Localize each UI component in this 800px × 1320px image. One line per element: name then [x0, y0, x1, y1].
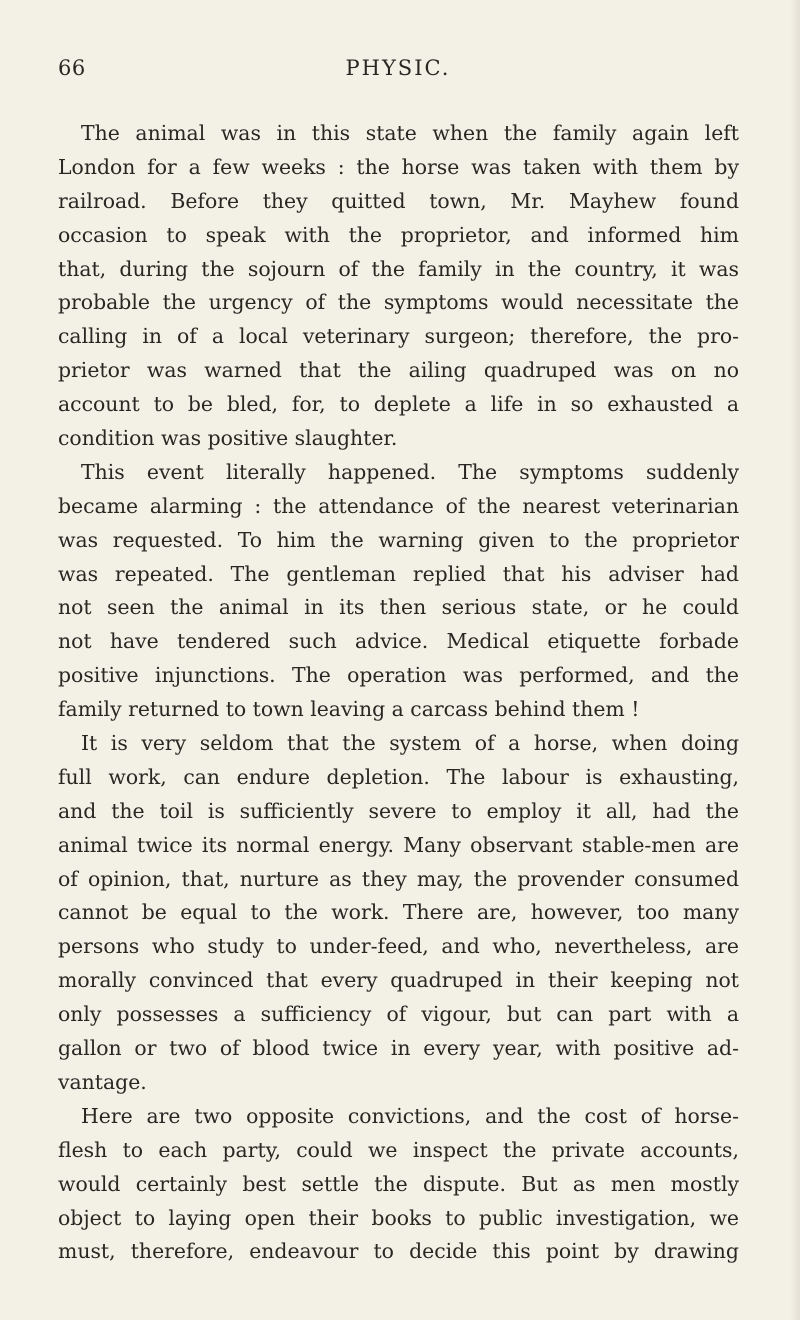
page-edge-shadow	[790, 0, 800, 1320]
text-line: It is very seldom that the system of a horse, when doing	[81, 731, 739, 756]
text-line: animal twice its normal energy. Many observant stable-men are	[58, 832, 739, 857]
text-line: full work, can endure depletion. The labour is exhausting,	[58, 764, 739, 789]
text-line: object to laying open their books to public investigation, we	[58, 1205, 739, 1230]
text-line: probable the urgency of the symptoms would necessitate the	[58, 290, 739, 315]
text-line: was repeated. The gentleman replied that his adviser had	[58, 561, 739, 586]
running-title: PHYSIC.	[345, 56, 451, 80]
text-line: gallon or two of blood twice in every year, with positive ad-	[58, 1036, 739, 1061]
text-line: flesh to each party, could we inspect the private accounts,	[58, 1137, 739, 1162]
text-line: account to be bled, for, to deplete a life in so exhausted a	[58, 392, 739, 417]
body-text	[58, 117, 739, 1269]
text-line: condition was positive slaughter.	[58, 426, 398, 451]
text-line: not seen the animal in its then serious state, or he could	[58, 595, 739, 620]
text-line: calling in of a local veterinary surgeon; therefore, the pro-	[58, 324, 739, 349]
page-number: 66	[58, 56, 86, 80]
text-line: railroad. Before they quitted town, Mr. Mayhew found	[58, 188, 739, 213]
text-line: that, during the sojourn of the family in the country, it was	[58, 256, 739, 281]
text-line: was requested. To him the warning given to the proprietor	[58, 527, 739, 552]
text-line: vantage.	[58, 1069, 147, 1094]
text-line: family returned to town leaving a carcass behind them !	[58, 697, 640, 722]
text-line: and the toil is sufficiently severe to employ it all, had the	[58, 798, 739, 823]
text-line: of opinion, that, nurture as they may, the provender consumed	[58, 866, 739, 891]
running-head	[58, 56, 738, 88]
text-line: became alarming : the attendance of the nearest veterinarian	[58, 493, 739, 518]
text-line: This event literally happened. The symptoms suddenly	[81, 459, 739, 484]
text-line: morally convinced that every quadruped in their keeping not	[58, 968, 739, 993]
text-line: persons who study to under-feed, and who, nevertheless, are	[58, 934, 739, 959]
text-line: must, therefore, endeavour to decide this point by drawing	[58, 1239, 739, 1264]
text-line: London for a few weeks : the horse was taken with them by	[58, 154, 739, 179]
text-line: Here are two opposite convictions, and the cost of horse-	[81, 1103, 739, 1128]
text-line: The animal was in this state when the family again left	[81, 121, 739, 145]
text-line: positive injunctions. The operation was performed, and the	[58, 663, 739, 688]
text-line: only possesses a sufficiency of vigour, but can part with a	[58, 1002, 739, 1027]
text-line: prietor was warned that the ailing quadruped was on no	[58, 358, 739, 383]
text-line: occasion to speak with the proprietor, and informed him	[58, 222, 739, 247]
text-line: cannot be equal to the work. There are, however, too many	[58, 900, 739, 925]
text-line: not have tendered such advice. Medical etiquette forbade	[58, 629, 739, 654]
text-line: would certainly best settle the dispute. But as men mostly	[58, 1171, 739, 1196]
